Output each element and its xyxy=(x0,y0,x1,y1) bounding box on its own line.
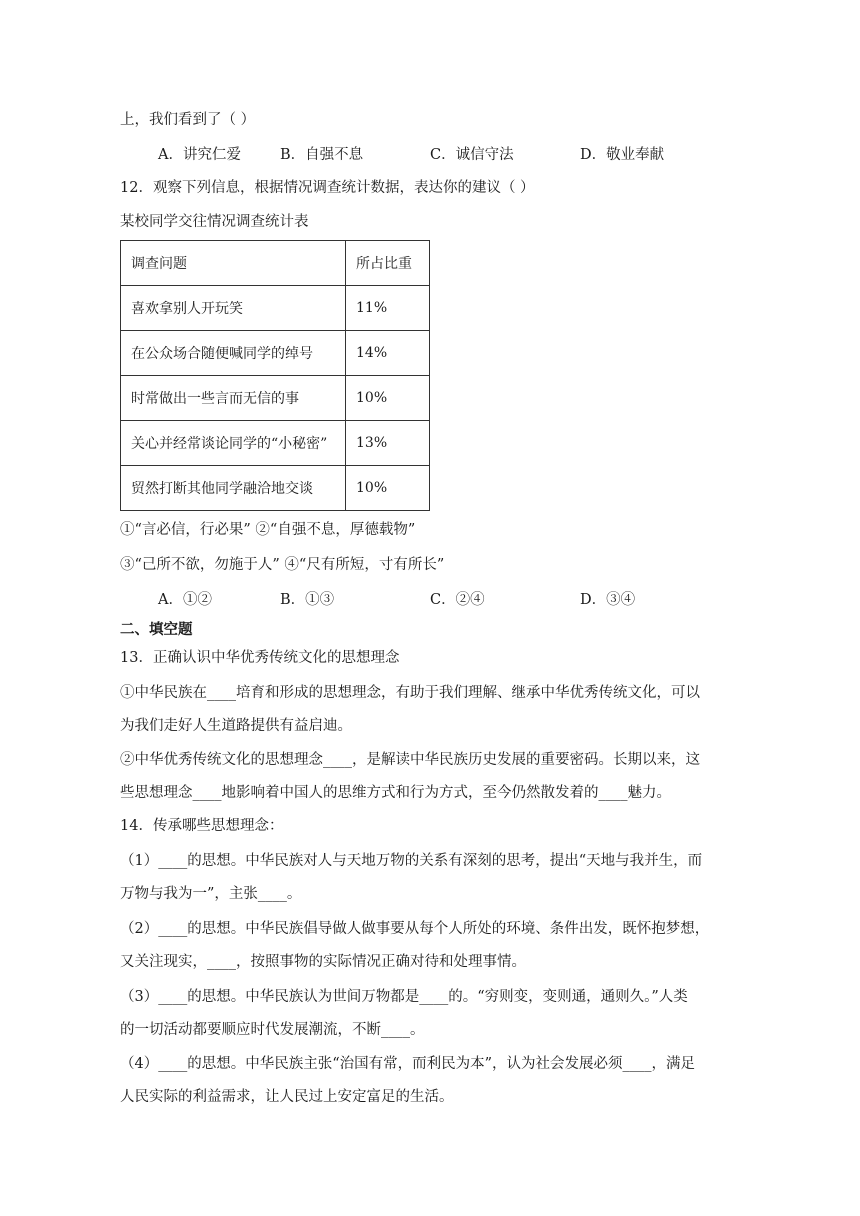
table-row xyxy=(121,286,430,331)
q14-stem: 14．传承哪些思想理念： xyxy=(120,818,284,834)
q14-line: （3）____的思想。中华民族认为世间万物都是____的。“穷则变，变则通，通则久。”人类 xyxy=(120,989,688,1005)
q14-line: （4）____的思想。中华民族主张“治国有常，而利民为本”，认为社会发展必须____，满足 xyxy=(120,1056,696,1072)
table-header-ratio: 所占比重 xyxy=(346,241,430,286)
q13-line: ②中华优秀传统文化的思想理念____，是解读中华民族历史发展的重要密码。长期以来，这 xyxy=(120,752,700,768)
table-header-row xyxy=(121,241,430,286)
table-row xyxy=(121,331,430,376)
q12-statement-line-1: ①“言必信，行必果” ②“自强不息，厚德载物” xyxy=(120,522,416,538)
q12-option-d: D．③④ xyxy=(580,592,636,608)
survey-table xyxy=(120,240,430,511)
q14-line: （1）____的思想。中华民族对人与天地万物的关系有深刻的思考，提出“天地与我并生，而 xyxy=(120,853,703,869)
q11-option-c: C．诚信守法 xyxy=(430,147,514,163)
q12-stem: 12．观察下列信息，根据情况调查统计数据，表达你的建议（ ） xyxy=(120,180,535,196)
q12-option-a: A．①② xyxy=(158,592,212,608)
q13-line: ①中华民族在____培育和形成的思想理念，有助于我们理解、继承中华优秀传统文化，可以 xyxy=(120,685,700,701)
table-cell-question: 时常做出一些言而无信的事 xyxy=(121,376,346,421)
section-title: 二、填空题 xyxy=(120,622,193,638)
table-header-question: 调查问题 xyxy=(121,241,346,286)
q13-line: 些思想理念____地影响着中国人的思维方式和行为方式，至今仍然散发着的____魅力。 xyxy=(120,785,671,801)
table-cell-ratio: 10% xyxy=(346,466,430,511)
table-cell-ratio: 11% xyxy=(346,286,430,331)
table-title: 某校同学交往情况调查统计表 xyxy=(120,214,309,230)
q14-line: 的一切活动都要顺应时代发展潮流，不断____。 xyxy=(120,1022,425,1038)
q11-option-d: D．敬业奉献 xyxy=(580,147,665,163)
q12-option-c: C．②④ xyxy=(430,592,485,608)
q14-line: 又关注现实，____，按照事物的实际情况正确对待和处理事情。 xyxy=(120,954,526,970)
table-row xyxy=(121,421,430,466)
q13-stem: 13．正确认识中华优秀传统文化的思想理念 xyxy=(120,650,400,666)
table-cell-ratio: 14% xyxy=(346,331,430,376)
table-cell-question: 贸然打断其他同学融洽地交谈 xyxy=(121,466,346,511)
q14-line: （2）____的思想。中华民族倡导做人做事要从每个人所处的环境、条件出发，既怀抱梦想， xyxy=(120,921,710,937)
q14-line: 万物与我为一”，主张____。 xyxy=(120,886,302,902)
table-cell-question: 关心并经常谈论同学的“小秘密” xyxy=(121,421,346,466)
table-cell-ratio: 13% xyxy=(346,421,430,466)
q11-option-b: B．自强不息 xyxy=(280,147,364,163)
table-cell-question: 喜欢拿别人开玩笑 xyxy=(121,286,346,331)
q13-line: 为我们走好人生道路提供有益启迪。 xyxy=(120,718,352,734)
q14-line: 人民实际的利益需求，让人民过上安定富足的生活。 xyxy=(120,1089,454,1105)
table-row xyxy=(121,466,430,511)
table-cell-ratio: 10% xyxy=(346,376,430,421)
q12-option-b: B．①③ xyxy=(280,592,335,608)
q11-stem-tail: 上，我们看到了（ ） xyxy=(120,112,256,128)
table-cell-question: 在公众场合随便喊同学的绰号 xyxy=(121,331,346,376)
q11-option-a: A．讲究仁爱 xyxy=(158,147,241,163)
table-row xyxy=(121,376,430,421)
q12-statement-line-2: ③“己所不欲，勿施于人” ④“尺有所短，寸有所长” xyxy=(120,557,445,573)
